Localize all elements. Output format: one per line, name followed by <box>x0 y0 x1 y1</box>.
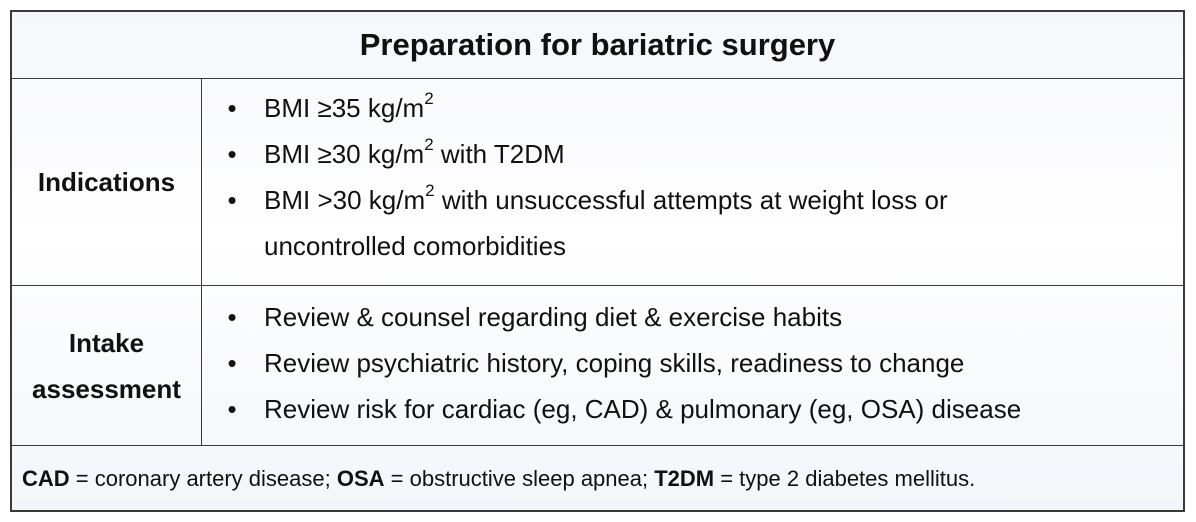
bariatric-surgery-table <box>10 10 1185 512</box>
indications-row <box>12 79 1183 286</box>
intake-label-line1: Intake <box>68 327 145 358</box>
bullet-icon: • <box>227 185 237 215</box>
bullet-icon: • <box>227 302 237 332</box>
indications-label: Indications <box>12 79 202 285</box>
item-text: BMI ≥35 kg/m <box>264 93 425 123</box>
list-item <box>222 131 1183 177</box>
item-text: BMI ≥30 kg/m <box>264 139 425 169</box>
item-text: Review psychiatric history, coping skills, readiness to change <box>264 348 965 378</box>
item-text-suffix: with unsuccessful attempts at weight loss or uncontrolled comorbidities <box>264 185 948 261</box>
list-item <box>222 386 1183 432</box>
bullet-icon: • <box>227 139 237 169</box>
table-title: Preparation for bariatric surgery <box>12 12 1183 79</box>
abbr-cad: CAD <box>22 466 70 491</box>
list-item <box>222 294 1183 340</box>
intake-assessment-row <box>12 286 1183 446</box>
bullet-icon: • <box>227 394 237 424</box>
item-text: BMI >30 kg/m <box>264 185 426 215</box>
list-item <box>222 340 1183 386</box>
def-t2dm: = type 2 diabetes mellitus. <box>714 466 976 491</box>
intake-list <box>202 286 1183 445</box>
def-osa: = obstructive sleep apnea; <box>384 466 655 491</box>
superscript: 2 <box>424 135 434 155</box>
intake-label-line2: assessment <box>32 373 181 404</box>
superscript: 2 <box>425 181 435 201</box>
item-text-suffix: with T2DM <box>433 139 565 169</box>
abbreviations-footer <box>12 446 1183 512</box>
abbr-t2dm: T2DM <box>654 466 715 491</box>
abbr-osa: OSA <box>336 466 385 491</box>
list-item <box>222 85 1183 131</box>
indications-list <box>202 79 1183 285</box>
bullet-icon: • <box>227 348 237 378</box>
item-text: Review risk for cardiac (eg, CAD) & pulmonary (eg, OSA) disease <box>264 394 1022 424</box>
intake-assessment-label <box>12 286 202 445</box>
item-text: Review & counsel regarding diet & exercise habits <box>264 302 843 332</box>
list-item <box>222 177 1064 269</box>
def-cad: = coronary artery disease; <box>69 466 337 491</box>
bullet-icon: • <box>227 93 237 123</box>
superscript: 2 <box>424 89 434 109</box>
